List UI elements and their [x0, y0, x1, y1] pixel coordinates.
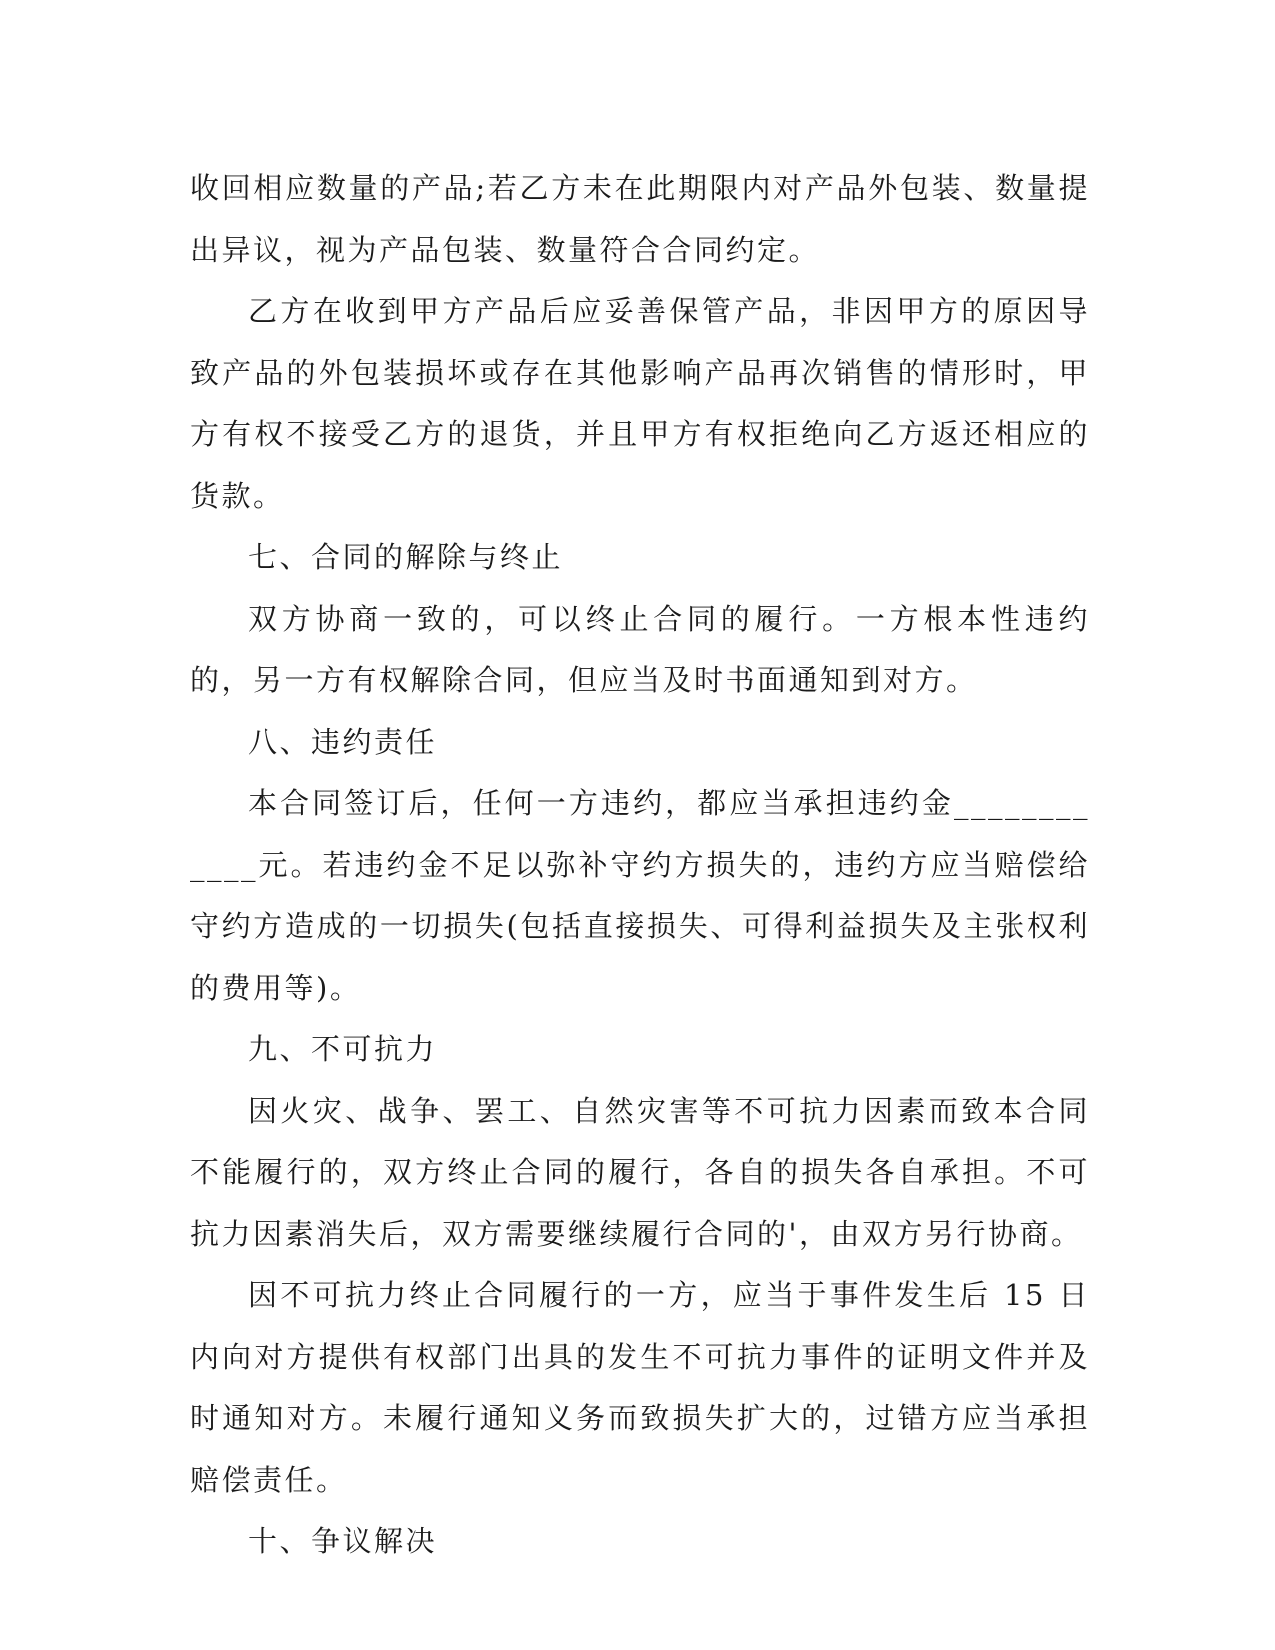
paragraph-product-return-objection: 收回相应数量的产品;若乙方未在此期限内对产品外包装、数量提出异议，视为产品包装、数量符合合同约定。 — [190, 171, 1090, 267]
paragraph-breach-liability: 本合同签订后，任何一方违约，都应当承担违约金____________元。若违约金不足以弥补守约方损失的，违约方应当赔偿给守约方造成的一切损失(包括直接损失、可得利益损失及主张权利的费用等)。 — [190, 786, 1090, 1005]
paragraph-termination: 双方协商一致的，可以终止合同的履行。一方根本性违约的，另一方有权解除合同，但应当及时书面通知到对方。 — [190, 601, 1090, 697]
paragraph-product-custody: 乙方在收到甲方产品后应妥善保管产品，非因甲方的原因导致产品的外包装损坏或存在其他影响产品再次销售的情形时，甲方有权不接受乙方的退货，并且甲方有权拒绝向乙方返还相应的货款。 — [190, 294, 1090, 513]
section-heading-breach-liability: 八、违约责任 — [248, 724, 438, 759]
paragraph-force-majeure-notice: 因不可抗力终止合同履行的一方，应当于事件发生后 15 日内向对方提供有权部门出具的发生不可抗力事件的证明文件并及时通知对方。未履行通知义务而致损失扩大的，过错方应当承担赔偿责任。 — [190, 1278, 1090, 1497]
document-page — [190, 158, 1090, 1573]
paragraph-force-majeure: 因火灾、战争、罢工、自然灾害等不可抗力因素而致本合同不能履行的，双方终止合同的履行，各自的损失各自承担。不可抗力因素消失后，双方需要继续履行合同的'，由双方另行协商。 — [190, 1093, 1090, 1251]
section-heading-dispute-resolution: 十、争议解决 — [248, 1524, 438, 1558]
section-heading-termination: 七、合同的解除与终止 — [248, 540, 564, 574]
section-heading-force-majeure: 九、不可抗力 — [248, 1032, 438, 1066]
